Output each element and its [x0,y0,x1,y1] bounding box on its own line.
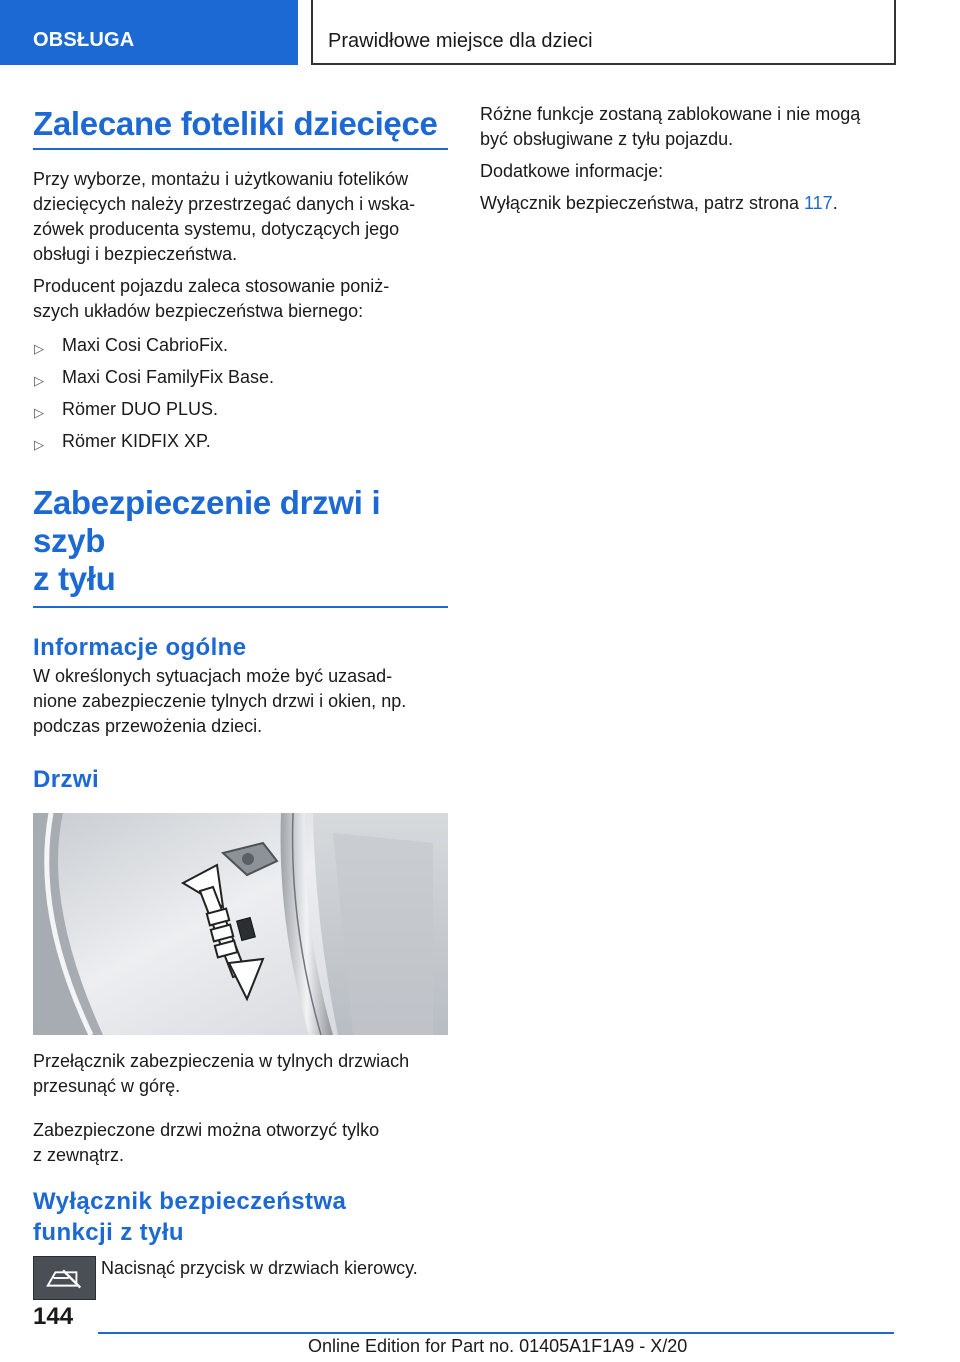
heading-general-info: Informacje ogólne [33,634,247,661]
triangle-right-outline-icon: ▷ [34,437,44,452]
triangle-right-outline-icon: ▷ [34,405,44,420]
triangle-right-outline-icon: ▷ [34,341,44,356]
heading-doors: Drzwi [33,766,100,793]
paragraph-selection: Przy wyborze, montażu i użytkowaniu fotelików dziecięcych należy przestrzegać danych i wska- zówek producenta systemu, dotyczących jego obsługi i bezpieczeństwa. [33,169,416,264]
list-item: ▷ Römer KIDFIX XP. [33,429,448,454]
page-number: 144 [33,1303,74,1330]
triangle-right-outline-icon: ▷ [34,373,44,388]
paragraph-recommendation: Producent pojazdu zaleca stosowanie poniż- szych układów bezpieczeństwa biernego: [33,276,390,321]
safety-button-row [33,1256,448,1300]
left-column [33,100,448,1300]
list-item: ▷ Maxi Cosi CabrioFix. [33,333,448,358]
heading-door-window-locks: Zabezpieczenie drzwi i szyb z tyłu [33,484,381,597]
door-lock-photo [33,813,448,1035]
paragraph-functions-locked: Różne funkcje zostaną zablokowane i nie mogą być obsługiwane z tyłu pojazdu. [480,104,861,149]
paragraph-additional-info: Dodatkowe informacje: [480,161,664,181]
right-column [480,100,900,216]
heading-rule [33,148,448,150]
heading-child-seats: Zalecane foteliki dziecięce [33,105,438,142]
section-tab [0,0,298,65]
heading-rear-safety-switch: Wyłącznik bezpieczeństwa funkcji z tyłu [33,1188,347,1246]
page-link[interactable]: 117 [803,193,833,213]
footer-rule [98,1332,894,1334]
list-item: ▷ Maxi Cosi FamilyFix Base. [33,365,448,390]
child-seat-list [33,333,448,454]
paragraph-press-button: Nacisnąć przycisk w drzwiach kierowcy. [101,1258,418,1278]
list-item: ▷ Römer DUO PLUS. [33,397,448,422]
paragraph-see-page: Wyłącznik bezpieczeństwa, patrz strona 117. [480,193,838,213]
heading-rule [33,606,448,608]
paragraph-slide-switch: Przełącznik zabezpieczenia w tylnych drzwiach przesunąć w górę. [33,1051,410,1096]
paragraph-open-from-outside: Zabezpieczone drzwi można otworzyć tylko z zewnątrz. [33,1120,380,1165]
window-lock-button-icon [33,1256,96,1300]
paragraph-general-info: W określonych sytuacjach może być uzasad- nione zabezpieczenie tylnych drzwi i okien, np. podczas przewożenia dzieci. [33,666,407,736]
section-label: OBSŁUGA [33,29,135,51]
edition-note: Online Edition for Part no. 01405A1F1A9 - X/20 [308,1336,688,1356]
topic-label: Prawidłowe miejsce dla dzieci [328,30,593,52]
topic-box [311,0,896,65]
